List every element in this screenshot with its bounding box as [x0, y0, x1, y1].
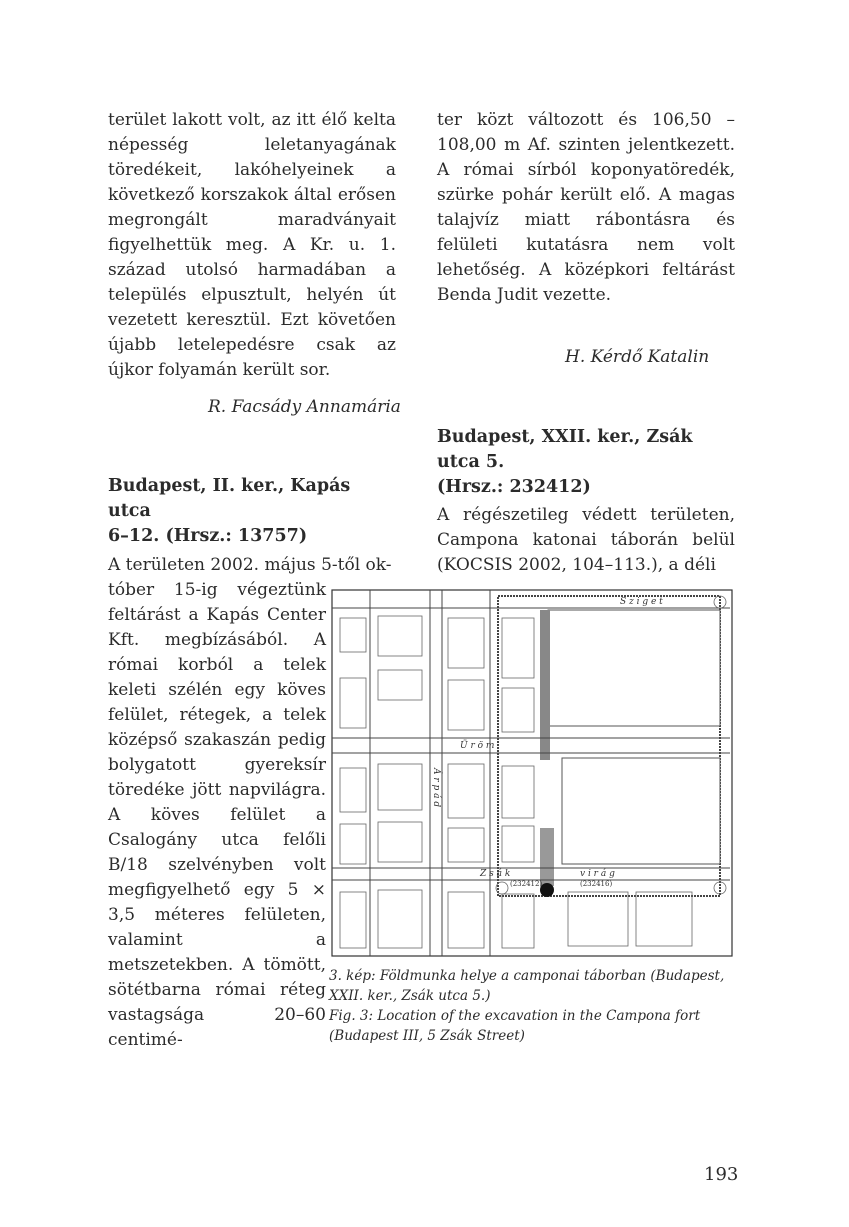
- heading-kapas-line2: 6–12. (Hrsz.: 13757): [108, 526, 308, 546]
- left-column: [108, 108, 396, 383]
- heading-zsak-line2: (Hrsz.: 232412): [437, 477, 591, 497]
- signature-kerdo: H. Kérdő Katalin: [565, 347, 710, 367]
- heading-kapas-line1: Budapest, II. ker., Kapás utca: [108, 476, 351, 521]
- signature-facsady: R. Facsády Annamária: [208, 397, 401, 417]
- map-plot-b: (232416): [580, 880, 613, 888]
- zsak-paragraph: A régészetileg védett területen, Campona katonai táborán belül (KOCSIS 2002, 104–113.), a déli: [437, 505, 735, 575]
- heading-zsak-line1: Budapest, XXII. ker., Zsák utca 5.: [437, 427, 693, 472]
- right-column: [437, 108, 735, 308]
- block-ne: [548, 610, 720, 726]
- map-label-top: S z i g e t: [620, 597, 663, 607]
- heading-kapas: [108, 474, 396, 549]
- map-label-bottom: Z s á k: [480, 869, 511, 879]
- caption-hu: 3. kép: Földmunka helye a camponai táborban (Budapest, XXII. ker., Zsák utca 5.): [329, 968, 725, 1004]
- strip-lower: [540, 828, 554, 886]
- map-label-left: Á r p á d: [431, 768, 441, 808]
- kapas-body-text: tóber 15-ig végeztünk feltárást a Kapás Center Kft. megbízásából. A római korból a telek keleti szélén egy köves felület, rétegek, a telek középső szakaszán pedig bolygatott gyereksír töredéke jött napvilágra. A köves felület a Csalogány utca felőli B/18 szelvényben volt megfigyelhető egy 5 × 3,5 méteres felületen, valamint a metszetekben. A tömött, sötétbarna római réteg vastagsága 20–60 centimé-: [108, 580, 326, 1050]
- kapas-body: [108, 578, 326, 1053]
- kapas-first-line: [108, 553, 408, 578]
- map-label-mid: Ü r ö m: [460, 741, 495, 751]
- caption-en: Fig. 3: Location of the excavation in the Campona fort (Budapest III, 5 Zsák Street): [329, 1008, 701, 1044]
- map-plot-a: (232412): [510, 880, 543, 888]
- block-se: [562, 758, 720, 864]
- zsak-paragraph-block: [437, 503, 735, 578]
- figure-caption: [329, 966, 739, 1046]
- kapas-first-line-text: A területen 2002. május 5-től ok-: [108, 555, 392, 575]
- page-number: 193: [704, 1164, 739, 1185]
- left-paragraph: terület lakott volt, az itt élő kelta népesség leletanyagának töredékeit, lakóhelyeinek a következő korszakok által erősen megrongált maradványait figyelhettük meg. A Kr. u. 1. század utolsó harmadában a település elpusztult, helyén út vezetett keresztül. Ezt követően újabb letelepedésre csak az újkor folyamán került sor.: [108, 110, 396, 380]
- heading-zsak: [437, 425, 737, 500]
- campona-map: [330, 588, 734, 958]
- right-paragraph: ter közt változott és 106,50 – 108,00 m Af. szinten jelentkezett. A római sírból koponyatöredék, szürke pohár került elő. A magas talajvíz miatt rábontásra és felületi kutatásra nem volt lehetőség. A középkori feltárást Benda Judit vezette.: [437, 110, 735, 305]
- map-label-bottom2: v i r á g: [580, 869, 615, 879]
